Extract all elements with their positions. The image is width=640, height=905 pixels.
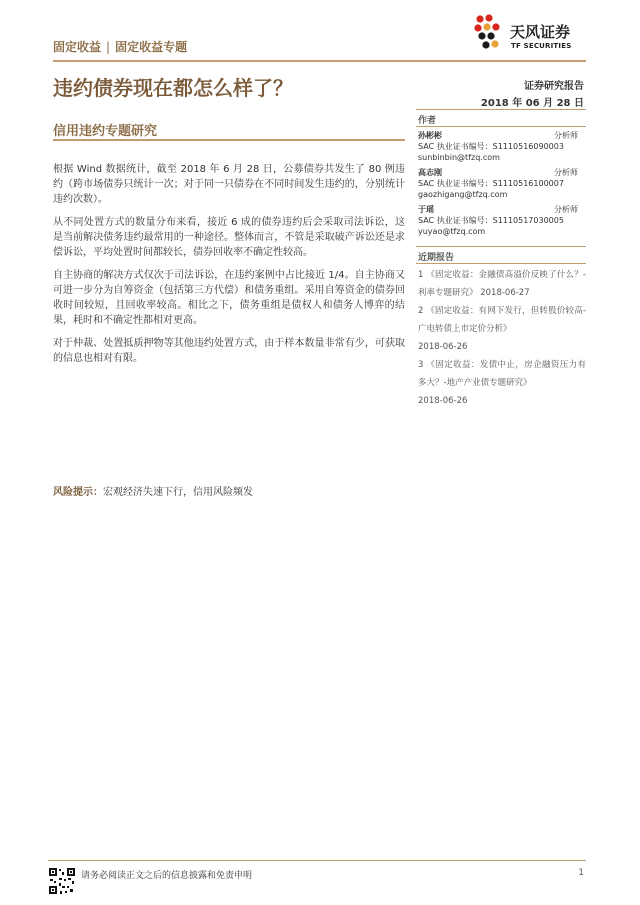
author-license: SAC 执业证书编号：S1110516100007 [418,179,564,188]
recent-report-item[interactable] [418,356,586,410]
summary-paragraph: 对于仲裁、处置抵质押物等其他违约处置方式，由于样本数量非常有少，可获取的信息也相对有限。 [53,338,405,364]
recent-report-title[interactable]: 3 《固定收益：发债中止，房企融资压力有多大？-地产产业债专题研究》 [418,360,586,388]
author-name: 于瑶 [418,205,434,214]
summary-paragraph: 自主协商的解决方式仅次于司法诉讼，在违约案例中占比接近 1/4。自主协商又可进一步分为自筹资金（包括第三方代偿）和债务重组。采用自筹资金的债券回收时间较短，且回收率较高。相比之下，债务重组是债权人和债务人博弈的结果，耗时和不确定性都相对更高。 [53,270,405,326]
author-name: 高志刚 [418,168,442,177]
recent-divider [416,263,586,264]
summary-paragraph: 从不同处置方式的数量分布来看，接近 6 成的债券违约后会采取司法诉讼，这是当前解决债务违约最常用的一种途径。整体而言，不管是采取破产诉讼还是求偿诉讼，平均处置时间都较长，债券回收率不确定性较高。 [53,217,405,258]
author-entry [418,204,588,237]
recent-report-item[interactable] [418,302,586,356]
authors-list [418,130,588,241]
recent-report-date: 2018-06-26 [418,396,468,406]
logo-name: 天风证券 [510,23,571,41]
authors-heading: 作者 [418,116,437,126]
recent-report-date: 2018-06-26 [418,342,468,352]
page-number: 1 [578,868,584,878]
category-label: 固定收益 [53,40,102,54]
recent-reports-list [418,266,586,410]
authors-divider [416,126,586,127]
author-entry [418,130,588,163]
report-summary [53,162,405,374]
qr-code-icon [48,867,76,895]
report-subtitle: 信用违约专题研究 [53,124,158,139]
author-role: 分析师 [554,168,578,177]
recent-report-date: 2018-06-27 [480,288,530,298]
sidebar-divider-top [416,109,586,110]
report-title: 违约债券现在都怎么样了？ [53,76,293,100]
footer-divider [48,860,586,861]
logo-english: TF SECURITIES [511,42,572,50]
header-category [53,38,187,55]
report-type: 证券研究报告 [524,81,584,92]
recent-divider-top [416,246,586,247]
recent-report-title[interactable]: 1 《固定收益：金融债高溢价反映了什么？-利率专题研究》 [418,270,586,298]
risk-warning [53,483,253,498]
author-role: 分析师 [554,131,578,140]
header-divider [53,60,586,62]
author-role: 分析师 [554,205,578,214]
risk-label: 风险提示： [53,487,103,498]
recent-report-item[interactable] [418,266,586,302]
category-separator: | [106,40,111,54]
category-sub-label: 固定收益专题 [115,40,188,54]
footer-disclaimer[interactable]: 请务必阅读正文之后的信息披露和免责申明 [81,871,253,881]
risk-text: 宏观经济失速下行，信用风险频发 [103,487,253,498]
author-license: SAC 执业证书编号：S1110517030005 [418,216,564,225]
author-license: SAC 执业证书编号：S1110516090003 [418,142,564,151]
report-date: 2018 年 06 月 28 日 [480,98,584,109]
summary-paragraph: 根据 Wind 数据统计，截至 2018 年 6 月 28 日，公募债券共发生了 80 例违约（跨市场债券只统计一次；对于同一只债券在不同时间发生违约的，分别统计违约次数）。 [53,164,405,205]
author-email[interactable]: gaozhigang@tfzq.com [418,190,508,199]
recent-heading: 近期报告 [418,253,455,263]
author-entry [418,167,588,200]
author-name: 孙彬彬 [418,131,442,140]
author-email[interactable]: yuyao@tfzq.com [418,227,486,236]
subtitle-divider [53,139,405,141]
recent-report-title[interactable]: 2 《固定收益：有网下发行，但转股价较高-广电转债上市定价分析》 [418,306,586,334]
author-email[interactable]: sunbinbin@tfzq.com [418,153,500,162]
